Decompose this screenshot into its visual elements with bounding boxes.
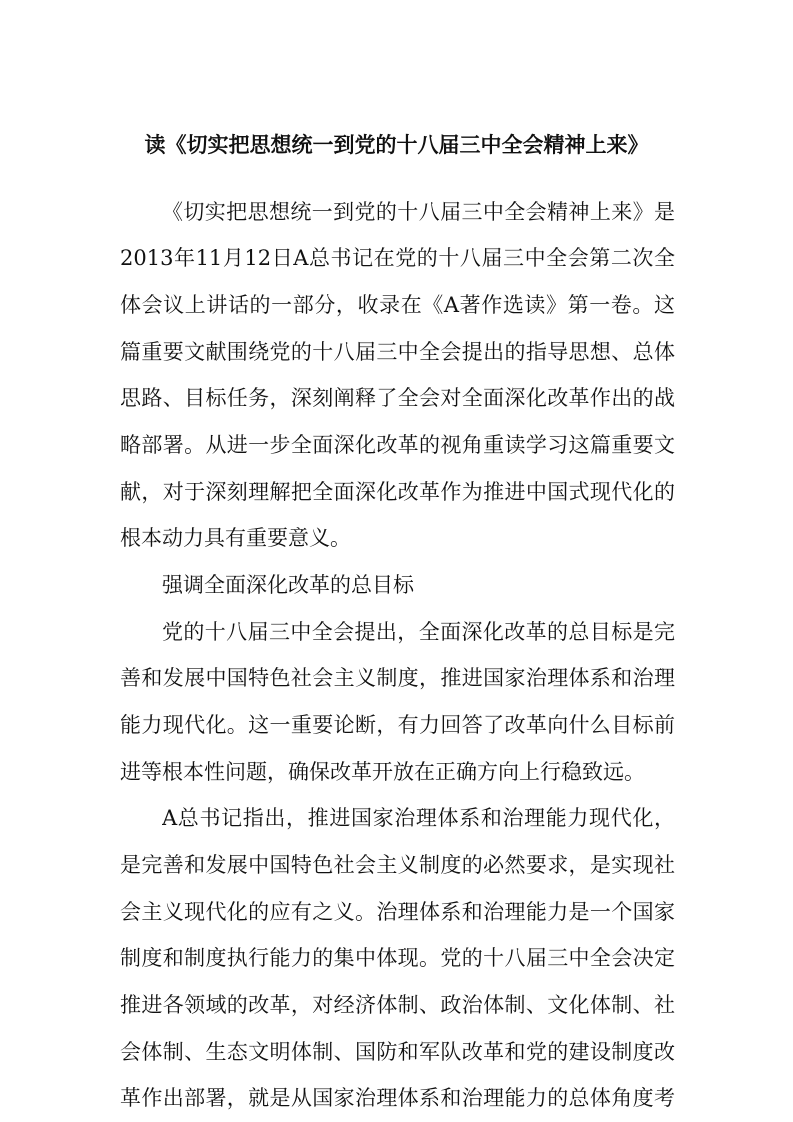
paragraph-line: 会主义现代化的应有之义。治理体系和治理能力是一个国家 <box>120 900 675 924</box>
section-heading: 强调全面深化改革的总目标 <box>162 573 414 597</box>
paragraph-line: 推进各领域的改革，对经济体制、政治体制、文化体制、社 <box>120 993 675 1017</box>
paragraph-line: 制度和制度执行能力的集中体现。党的十八届三中全会决定 <box>120 946 675 970</box>
paragraph-line: 篇重要文献围绕党的十八届三中全会提出的指导思想、总体 <box>120 340 675 364</box>
paragraph-line: A总书记指出，推进国家治理体系和治理能力现代化， <box>162 806 675 830</box>
paragraph-line: 革作出部署，就是从国家治理体系和治理能力的总体角度考 <box>120 1086 675 1110</box>
paragraph-line: 思路、目标任务，深刻阐释了全会对全面深化改革作出的战 <box>120 386 675 410</box>
paragraph-line: 党的十八届三中全会提出，全面深化改革的总目标是完 <box>162 620 675 644</box>
paragraph-line: 体会议上讲话的一部分，收录在《A著作选读》第一卷。这 <box>120 293 675 317</box>
paragraph-line: 略部署。从进一步全面深化改革的视角重读学习这篇重要文 <box>120 433 675 457</box>
paragraph-line: 2013年11月12日A总书记在党的十八届三中全会第二次全 <box>120 246 675 270</box>
paragraph-line: 会体制、生态文明体制、国防和军队改革和党的建设制度改 <box>120 1040 675 1064</box>
paragraph-line: 善和发展中国特色社会主义制度，推进国家治理体系和治理 <box>120 666 675 690</box>
paragraph-line: 根本动力具有重要意义。 <box>120 526 351 550</box>
paragraph-line: 是完善和发展中国特色社会主义制度的必然要求，是实现社 <box>120 853 675 877</box>
document-title: 读《切实把思想统一到党的十八届三中全会精神上来》 <box>144 132 649 157</box>
paragraph-line: 《切实把思想统一到党的十八届三中全会精神上来》是 <box>162 200 675 224</box>
paragraph-line: 进等根本性问题，确保改革开放在正确方向上行稳致远。 <box>120 760 645 784</box>
paragraph-line: 能力现代化。这一重要论断，有力回答了改革向什么目标前 <box>120 713 675 737</box>
paragraph-line: 献，对于深刻理解把全面深化改革作为推进中国式现代化的 <box>120 480 675 504</box>
